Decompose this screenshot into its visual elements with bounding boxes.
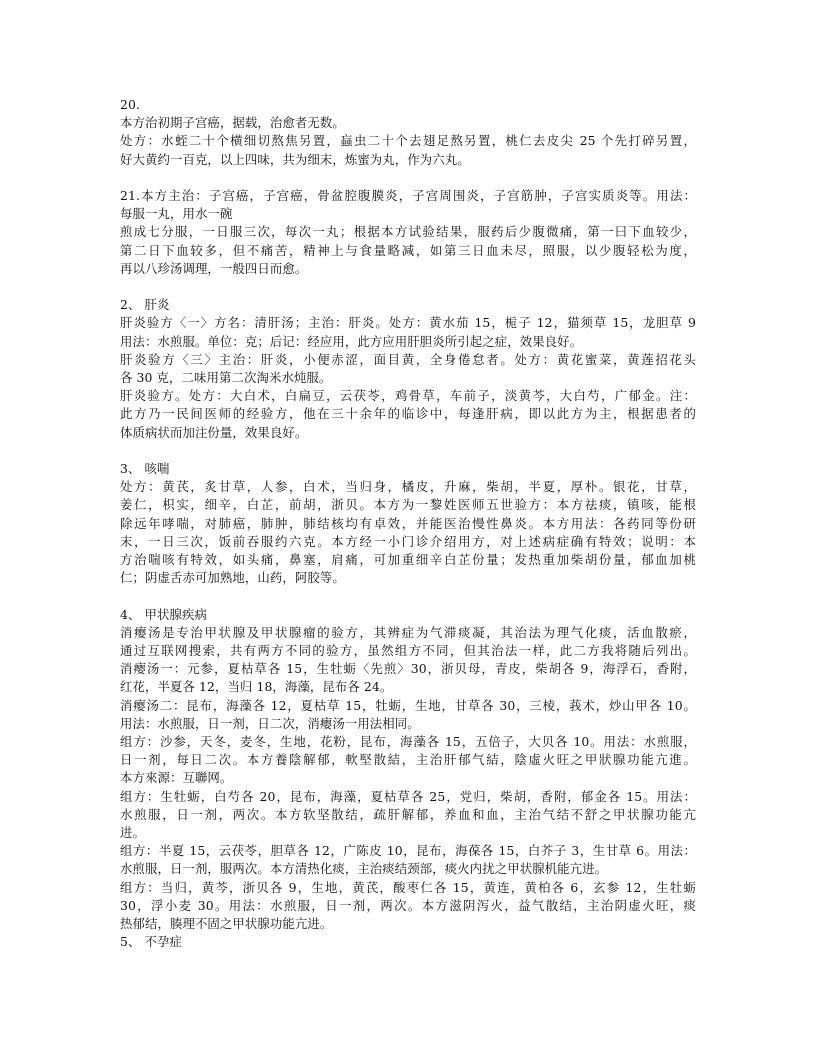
text-line: 日一剂，每日二次。本方養陰解郁，軟堅散結，主治肝郁气結，陰虛火旺之甲狀腺功能亢進。 bbox=[120, 752, 696, 768]
text-line: 本方治初期子宫癌，据载，治愈者无数。 bbox=[120, 115, 345, 131]
text-line: 肝炎验方〈一〉方名：清肝汤；主治：肝炎。处方：黄水茄 15，栀子 12，猫须草 15，龙胆草 9 bbox=[120, 315, 696, 331]
text-line: 各 30 克，二味用第二次淘米水炖服。 bbox=[120, 370, 332, 386]
text-line: 2、 肝炎 bbox=[120, 297, 170, 313]
text-line: 用法：水煎服。单位：克；后记：经应用，此方应用肝胆炎所引起之症，效果良好。 bbox=[120, 333, 583, 349]
text-line: 4、 甲状腺疾病 bbox=[120, 606, 207, 622]
text-line: 21.本方主治：子宫癌，子宫癌，骨盆腔腹膜炎，子宫周围炎，子宫筋肿，子宫实质炎等。用法： bbox=[120, 188, 696, 203]
text-line: 煎成七分服，一日服三次，每次一丸；根据本方试验结果，服药后少腹微痛，第一曰下血较少， bbox=[120, 224, 696, 240]
text-line: 末，一日三次，饭前吞服约六克。本方经一小门诊介绍用方，对上述病症确有特效；说明：本 bbox=[120, 533, 696, 549]
text-line: 组方：生牡蛎，白芍各 20，昆布，海藻，夏枯草各 25，党归，柴胡，香附，郁金各 15。用法： bbox=[120, 788, 696, 804]
text-line: 仁；阴虚舌赤可加熟地，山药，阿胶等。 bbox=[120, 570, 345, 586]
blank-line bbox=[120, 442, 696, 460]
text-line: 第二日下血较多，但不痛苦，精神上与食量略减，如第三日血未尽，照服，以少腹轻松为度， bbox=[120, 242, 696, 258]
text-line: 消瘿汤是专治甲状腺及甲状腺瘤的验方，其辨症为气滞痰凝，其治法为理气化痰，活血散瘀， bbox=[120, 624, 696, 640]
text-line: 处方：黄芪，炙甘草，人参，白术，当归身，橘皮，升麻，柴胡，半夏，厚朴。银花，甘草， bbox=[120, 479, 696, 495]
text-line: 20. bbox=[120, 97, 141, 112]
text-line: 姜仁，枳实，细辛，白芷，前胡，浙贝。本方为一黎姓医师五世验方：本方祛痰，镇咳，能根 bbox=[120, 497, 696, 513]
text-line: 热郁结，腠理不固之甲状腺功能亢进。 bbox=[120, 916, 333, 932]
text-line: 除远年哮喘，对肺癌，肺肿，肺结核均有卓效，并能医治慢性鼻炎。本方用法：各药同等份研 bbox=[120, 515, 696, 531]
text-line: 组方：当归，黄芩，浙贝各 9，生地，黄芪，酸枣仁各 15，黄连，黄柏各 6，玄参 12，生牡蛎 bbox=[120, 879, 696, 895]
text-line: 水煎服，日一剂，服两次。本方清热化痰，主治痰结颈部，痰火内扰之甲状腺机能亢进。 bbox=[120, 861, 608, 877]
text-line: 肝炎验方。处方：大白术，白扁豆，云茯苓，鸡骨草，车前子，淡黄芩，大白芍，广郁金。注： bbox=[120, 388, 696, 404]
text-line: 消瘿汤二：昆布，海藻各 12，夏枯草 15，牡蛎，生地，甘草各 30，三棱，莪术，炒山甲各 10。 bbox=[120, 697, 696, 713]
text-line: 红花，半夏各 12，当归 18，海藻，昆布各 24。 bbox=[120, 679, 393, 695]
blank-line bbox=[120, 587, 696, 605]
text-line: 消瘿汤一：元参，夏枯草各 15，生牡蛎〈先煎〉30，浙贝母，青皮，柴胡各 9，海浮石，香附， bbox=[120, 661, 696, 677]
text-line: 5、 不孕症 bbox=[120, 934, 182, 950]
text-line: 体质病状而加注份量，效果良好。 bbox=[120, 424, 308, 440]
text-line: 好大黄约一百克，以上四味，共为细末，炼蜜为丸，作为六丸。 bbox=[120, 151, 470, 167]
text-line: 本方來源：互聯网。 bbox=[120, 770, 233, 786]
text-line: 用法：水煎服，日一剂，日二次，消瘿汤一用法相同。 bbox=[120, 715, 420, 731]
text-line: 每服一丸，用水一碗 bbox=[120, 206, 233, 222]
text-line: 此方乃一民间医师的经验方，他在三十余年的临诊中，每逢肝病，即以此方为主，根据患者的 bbox=[120, 406, 696, 422]
text-line: 30，浮小麦 30。用法：水煎服，日一剂，两次。本方滋阴泻火，益气散结，主治阴虚火旺，痰 bbox=[120, 897, 696, 913]
blank-line bbox=[120, 278, 696, 296]
blank-line bbox=[120, 169, 696, 187]
text-line: 水煎服，日一剂，两次。本方软坚散结，疏肝解郁，养血和血，主治气结不舒之甲状腺功能亢 bbox=[120, 806, 696, 822]
text-line: 处方：水蛭二十个横细切熬焦另置，蝱虫二十个去翅足熬另置，桃仁去皮尖 25 个先打碎另置， bbox=[120, 133, 696, 149]
text-line: 组方：沙参，天冬，麦冬，生地，花粉，昆布，海藻各 15，五倍子，大贝各 10。用法：水煎服， bbox=[120, 734, 696, 750]
text-line: 3、 咳喘 bbox=[120, 461, 170, 477]
text-line: 进。 bbox=[120, 825, 145, 841]
text-line: 肝炎验方〈三〉主治：肝炎，小便赤涩，面目黄，全身倦怠者。处方：黄花蜜菜，黄莲招花头 bbox=[120, 351, 696, 367]
text-line: 通过互联网搜索，共有两方不同的验方，虽然组方不同，但其治法一样，此二方我将随后列出。 bbox=[120, 643, 696, 659]
text-line: 方治喘咳有特效，如头痛，鼻塞，肩痛，可加重细辛白芷份量；发热重加柴胡份量，郁血加桃 bbox=[120, 552, 696, 568]
text-line: 再以八珍汤调理，一般四日而愈。 bbox=[120, 260, 308, 276]
text-line: 组方：半夏 15，云茯苓，胆草各 12，广陈皮 10，昆布，海葆各 15，白芥子 3，生甘草 6。用法： bbox=[120, 843, 696, 859]
